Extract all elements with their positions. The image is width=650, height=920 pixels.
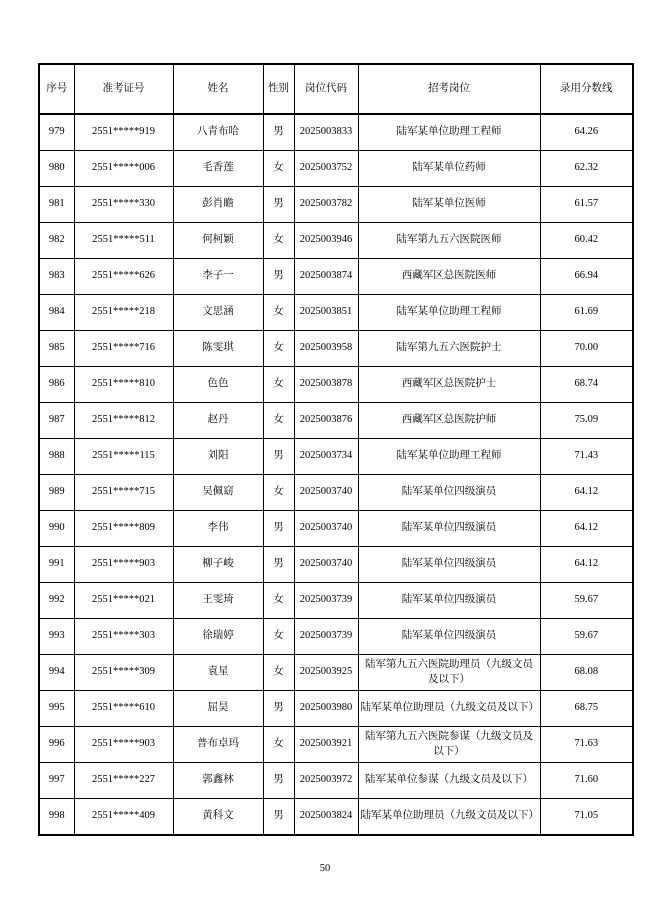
cell-ticket: 2551*****903 bbox=[74, 727, 173, 763]
cell-position: 陆军某单位助理员（九级文员及以下） bbox=[358, 799, 540, 836]
cell-ticket: 2551*****303 bbox=[74, 619, 173, 655]
cell-index: 986 bbox=[39, 367, 74, 403]
cell-position: 陆军第九五六医院助理员（九级文员及以下） bbox=[358, 655, 540, 691]
cell-code: 2025003876 bbox=[294, 403, 358, 439]
cell-index: 979 bbox=[39, 114, 74, 151]
cell-name: 李子一 bbox=[173, 259, 263, 295]
table-body bbox=[39, 114, 633, 835]
cell-ticket: 2551*****810 bbox=[74, 367, 173, 403]
cell-gender: 女 bbox=[263, 331, 294, 367]
table-row bbox=[39, 151, 633, 187]
cell-ticket: 2551*****006 bbox=[74, 151, 173, 187]
table-row bbox=[39, 691, 633, 727]
cell-score: 66.94 bbox=[540, 259, 633, 295]
cell-ticket: 2551*****812 bbox=[74, 403, 173, 439]
cell-name: 毛香莲 bbox=[173, 151, 263, 187]
cell-position: 陆军第九五六医院护士 bbox=[358, 331, 540, 367]
cell-ticket: 2551*****021 bbox=[74, 583, 173, 619]
cell-gender: 男 bbox=[263, 547, 294, 583]
cell-gender: 男 bbox=[263, 691, 294, 727]
cell-index: 990 bbox=[39, 511, 74, 547]
cell-name: 郭鑫林 bbox=[173, 763, 263, 799]
cell-position: 陆军某单位助理工程师 bbox=[358, 114, 540, 151]
cell-ticket: 2551*****716 bbox=[74, 331, 173, 367]
cell-name: 屈昊 bbox=[173, 691, 263, 727]
cell-gender: 男 bbox=[263, 259, 294, 295]
cell-index: 988 bbox=[39, 439, 74, 475]
cell-index: 993 bbox=[39, 619, 74, 655]
cell-position: 陆军某单位四级演员 bbox=[358, 619, 540, 655]
column-header-name: 姓名 bbox=[173, 64, 263, 114]
cell-gender: 男 bbox=[263, 187, 294, 223]
table-row bbox=[39, 619, 633, 655]
cell-code: 2025003958 bbox=[294, 331, 358, 367]
cell-ticket: 2551*****610 bbox=[74, 691, 173, 727]
table-row bbox=[39, 403, 633, 439]
cell-code: 2025003739 bbox=[294, 583, 358, 619]
cell-score: 71.63 bbox=[540, 727, 633, 763]
cell-position: 陆军某单位四级演员 bbox=[358, 547, 540, 583]
cell-name: 李伟 bbox=[173, 511, 263, 547]
cell-score: 64.12 bbox=[540, 475, 633, 511]
cell-code: 2025003921 bbox=[294, 727, 358, 763]
cell-ticket: 2551*****919 bbox=[74, 114, 173, 151]
column-header-gender: 性别 bbox=[263, 64, 294, 114]
cell-position: 西藏军区总医院护师 bbox=[358, 403, 540, 439]
cell-gender: 男 bbox=[263, 799, 294, 836]
cell-gender: 女 bbox=[263, 403, 294, 439]
cell-ticket: 2551*****809 bbox=[74, 511, 173, 547]
cell-code: 2025003925 bbox=[294, 655, 358, 691]
cell-gender: 女 bbox=[263, 619, 294, 655]
table-row bbox=[39, 439, 633, 475]
cell-code: 2025003734 bbox=[294, 439, 358, 475]
table-row bbox=[39, 727, 633, 763]
table-row bbox=[39, 331, 633, 367]
table-row bbox=[39, 223, 633, 259]
cell-name: 陈雯琪 bbox=[173, 331, 263, 367]
cell-position: 陆军某单位助理员（九级文员及以下） bbox=[358, 691, 540, 727]
cell-position: 陆军某单位四级演员 bbox=[358, 511, 540, 547]
cell-code: 2025003740 bbox=[294, 475, 358, 511]
cell-code: 2025003740 bbox=[294, 547, 358, 583]
cell-score: 64.12 bbox=[540, 547, 633, 583]
cell-code: 2025003752 bbox=[294, 151, 358, 187]
header-row bbox=[39, 64, 633, 114]
cell-index: 987 bbox=[39, 403, 74, 439]
cell-gender: 女 bbox=[263, 223, 294, 259]
cell-gender: 男 bbox=[263, 114, 294, 151]
cell-index: 991 bbox=[39, 547, 74, 583]
cell-index: 995 bbox=[39, 691, 74, 727]
cell-name: 色色 bbox=[173, 367, 263, 403]
cell-code: 2025003946 bbox=[294, 223, 358, 259]
column-header-ticket: 准考证号 bbox=[74, 64, 173, 114]
cell-ticket: 2551*****903 bbox=[74, 547, 173, 583]
cell-code: 2025003833 bbox=[294, 114, 358, 151]
cell-position: 西藏军区总医院护士 bbox=[358, 367, 540, 403]
column-header-score: 录用分数线 bbox=[540, 64, 633, 114]
cell-score: 64.26 bbox=[540, 114, 633, 151]
cell-index: 981 bbox=[39, 187, 74, 223]
cell-index: 983 bbox=[39, 259, 74, 295]
table-row bbox=[39, 511, 633, 547]
cell-name: 柳子峻 bbox=[173, 547, 263, 583]
cell-position: 陆军某单位四级演员 bbox=[358, 475, 540, 511]
cell-score: 68.08 bbox=[540, 655, 633, 691]
cell-index: 985 bbox=[39, 331, 74, 367]
cell-name: 刘阳 bbox=[173, 439, 263, 475]
cell-name: 何柯颖 bbox=[173, 223, 263, 259]
cell-score: 60.42 bbox=[540, 223, 633, 259]
cell-index: 997 bbox=[39, 763, 74, 799]
cell-ticket: 2551*****227 bbox=[74, 763, 173, 799]
cell-code: 2025003740 bbox=[294, 511, 358, 547]
cell-code: 2025003851 bbox=[294, 295, 358, 331]
table-row bbox=[39, 475, 633, 511]
cell-ticket: 2551*****115 bbox=[74, 439, 173, 475]
cell-name: 黄科文 bbox=[173, 799, 263, 836]
cell-position: 陆军某单位四级演员 bbox=[358, 583, 540, 619]
cell-index: 982 bbox=[39, 223, 74, 259]
table-row bbox=[39, 583, 633, 619]
cell-position: 陆军某单位药师 bbox=[358, 151, 540, 187]
cell-score: 61.69 bbox=[540, 295, 633, 331]
cell-score: 71.05 bbox=[540, 799, 633, 836]
cell-name: 赵丹 bbox=[173, 403, 263, 439]
cell-name: 彭肖瞻 bbox=[173, 187, 263, 223]
cell-position: 陆军第九五六医院参谋（九级文员及以下） bbox=[358, 727, 540, 763]
table-row bbox=[39, 547, 633, 583]
cell-name: 王雯琦 bbox=[173, 583, 263, 619]
cell-index: 994 bbox=[39, 655, 74, 691]
cell-position: 西藏军区总医院医师 bbox=[358, 259, 540, 295]
cell-score: 70.00 bbox=[540, 331, 633, 367]
cell-gender: 女 bbox=[263, 295, 294, 331]
cell-score: 75.09 bbox=[540, 403, 633, 439]
cell-ticket: 2551*****715 bbox=[74, 475, 173, 511]
cell-index: 992 bbox=[39, 583, 74, 619]
cell-index: 996 bbox=[39, 727, 74, 763]
column-header-code: 岗位代码 bbox=[294, 64, 358, 114]
cell-code: 2025003782 bbox=[294, 187, 358, 223]
cell-gender: 女 bbox=[263, 655, 294, 691]
cell-name: 徐瑞婷 bbox=[173, 619, 263, 655]
cell-name: 八青布哈 bbox=[173, 114, 263, 151]
page-number: 50 bbox=[319, 863, 331, 874]
cell-code: 2025003878 bbox=[294, 367, 358, 403]
cell-score: 68.74 bbox=[540, 367, 633, 403]
cell-name: 吴佩窈 bbox=[173, 475, 263, 511]
cell-code: 2025003824 bbox=[294, 799, 358, 836]
cell-score: 59.67 bbox=[540, 619, 633, 655]
cell-index: 998 bbox=[39, 799, 74, 836]
cell-position: 陆军某单位参谋（九级文员及以下） bbox=[358, 763, 540, 799]
cell-score: 62.32 bbox=[540, 151, 633, 187]
cell-code: 2025003874 bbox=[294, 259, 358, 295]
table-row bbox=[39, 655, 633, 691]
cell-gender: 女 bbox=[263, 583, 294, 619]
cell-score: 71.43 bbox=[540, 439, 633, 475]
cell-name: 文思涵 bbox=[173, 295, 263, 331]
cell-gender: 女 bbox=[263, 367, 294, 403]
table-row bbox=[39, 799, 633, 836]
results-table bbox=[38, 63, 634, 836]
cell-gender: 女 bbox=[263, 151, 294, 187]
table-row bbox=[39, 259, 633, 295]
cell-score: 64.12 bbox=[540, 511, 633, 547]
cell-gender: 女 bbox=[263, 475, 294, 511]
cell-index: 984 bbox=[39, 295, 74, 331]
cell-gender: 女 bbox=[263, 727, 294, 763]
cell-gender: 男 bbox=[263, 763, 294, 799]
column-header-position: 招考岗位 bbox=[358, 64, 540, 114]
cell-index: 980 bbox=[39, 151, 74, 187]
table-row bbox=[39, 367, 633, 403]
cell-code: 2025003739 bbox=[294, 619, 358, 655]
cell-name: 普布卓玛 bbox=[173, 727, 263, 763]
cell-name: 袁星 bbox=[173, 655, 263, 691]
column-header-index: 序号 bbox=[39, 64, 74, 114]
cell-ticket: 2551*****218 bbox=[74, 295, 173, 331]
cell-position: 陆军某单位医师 bbox=[358, 187, 540, 223]
cell-ticket: 2551*****330 bbox=[74, 187, 173, 223]
table-row bbox=[39, 187, 633, 223]
cell-code: 2025003972 bbox=[294, 763, 358, 799]
table-row bbox=[39, 763, 633, 799]
cell-score: 59.67 bbox=[540, 583, 633, 619]
table-row bbox=[39, 114, 633, 151]
table-row bbox=[39, 295, 633, 331]
cell-score: 61.57 bbox=[540, 187, 633, 223]
cell-gender: 男 bbox=[263, 439, 294, 475]
cell-position: 陆军第九五六医院医师 bbox=[358, 223, 540, 259]
cell-position: 陆军某单位助理工程师 bbox=[358, 295, 540, 331]
cell-gender: 男 bbox=[263, 511, 294, 547]
cell-score: 71.60 bbox=[540, 763, 633, 799]
cell-score: 68.75 bbox=[540, 691, 633, 727]
cell-ticket: 2551*****511 bbox=[74, 223, 173, 259]
cell-code: 2025003980 bbox=[294, 691, 358, 727]
cell-index: 989 bbox=[39, 475, 74, 511]
cell-ticket: 2551*****409 bbox=[74, 799, 173, 836]
cell-ticket: 2551*****626 bbox=[74, 259, 173, 295]
cell-ticket: 2551*****309 bbox=[74, 655, 173, 691]
table-header bbox=[39, 64, 633, 114]
cell-position: 陆军某单位助理工程师 bbox=[358, 439, 540, 475]
